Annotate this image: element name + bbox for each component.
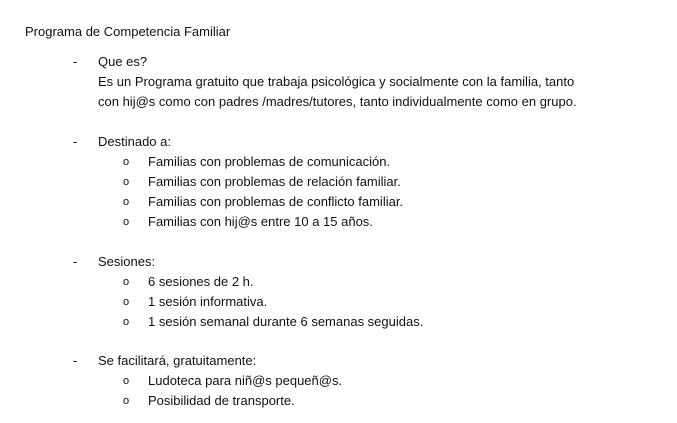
section-heading: Destinado a: bbox=[98, 134, 171, 149]
list-item bbox=[0, 172, 677, 192]
bullet-marker: o bbox=[123, 176, 130, 188]
list-item-text: 1 sesión semanal durante 6 semanas seguidas. bbox=[148, 314, 424, 329]
bullet-marker: o bbox=[123, 395, 130, 407]
list-item-text: Familias con hij@s entre 10 a 15 años. bbox=[148, 214, 373, 229]
list-item-text: Familias con problemas de comunicación. bbox=[148, 154, 391, 169]
bullet-marker: o bbox=[123, 296, 130, 308]
dash-marker: - bbox=[73, 134, 78, 149]
list-item bbox=[0, 152, 677, 172]
description-line: con hij@s como con padres /madres/tutores, tanto individualmente como en grupo. bbox=[98, 94, 577, 109]
list-item bbox=[0, 371, 677, 391]
bullet-marker: o bbox=[123, 276, 130, 288]
description-line: Es un Programa gratuito que trabaja psicológica y socialmente con la familia, tanto bbox=[98, 74, 575, 89]
list-item-text: Ludoteca para niñ@s pequeñ@s. bbox=[148, 373, 343, 388]
section-heading: Sesiones: bbox=[98, 254, 156, 269]
document-title: Programa de Competencia Familiar bbox=[25, 24, 231, 39]
list-item-text: Posibilidad de transporte. bbox=[148, 393, 295, 408]
list-item bbox=[0, 312, 677, 332]
section-description bbox=[98, 72, 618, 112]
list-item bbox=[0, 192, 677, 212]
bullet-marker: o bbox=[123, 216, 130, 228]
bullet-list bbox=[0, 371, 677, 411]
section-heading: Se facilitará, gratuitamente: bbox=[98, 353, 257, 368]
bullet-marker: o bbox=[123, 156, 130, 168]
list-item bbox=[0, 292, 677, 312]
list-item bbox=[0, 391, 677, 411]
dash-marker: - bbox=[73, 54, 78, 69]
list-item-text: 1 sesión informativa. bbox=[148, 294, 268, 309]
bullet-list bbox=[0, 152, 677, 232]
list-item bbox=[0, 272, 677, 292]
bullet-list bbox=[0, 272, 677, 332]
list-item-text: Familias con problemas de conflicto familiar. bbox=[148, 194, 404, 209]
bullet-marker: o bbox=[123, 316, 130, 328]
dash-marker: - bbox=[73, 254, 78, 269]
dash-marker: - bbox=[73, 353, 78, 368]
list-item-text: Familias con problemas de relación familiar. bbox=[148, 174, 401, 189]
list-item bbox=[0, 212, 677, 232]
section-heading: Que es? bbox=[98, 54, 148, 69]
bullet-marker: o bbox=[123, 196, 130, 208]
list-item-text: 6 sesiones de 2 h. bbox=[148, 274, 254, 289]
bullet-marker: o bbox=[123, 375, 130, 387]
